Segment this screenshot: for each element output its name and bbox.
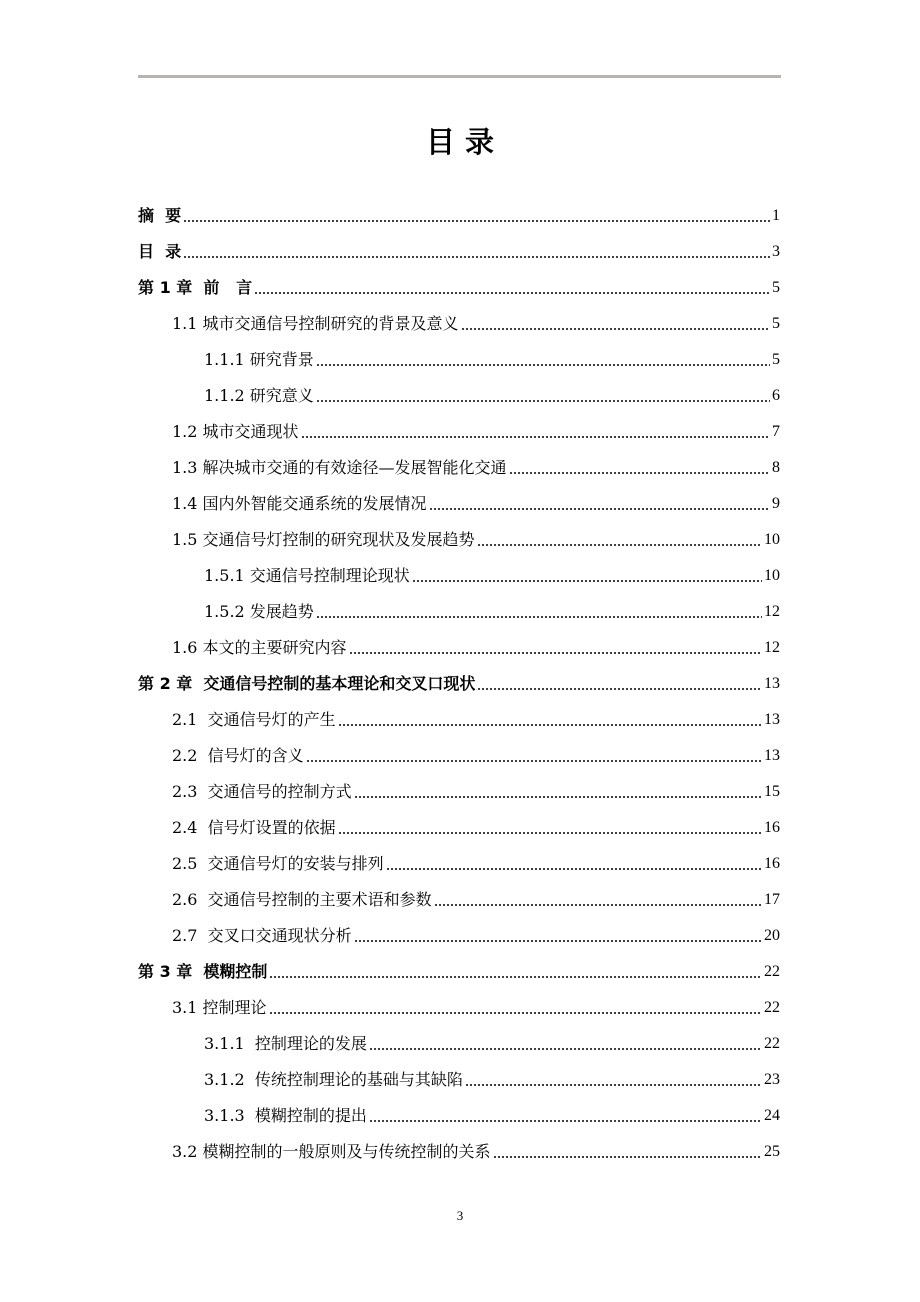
toc-entry-label: 3.1.3 模糊控制的提出 [204,1106,367,1125]
toc-leader [316,616,762,618]
toc-entry[interactable] [172,634,780,658]
toc-entry[interactable] [172,490,780,514]
toc-entry[interactable] [138,958,780,982]
toc-entry-page: 6 [772,387,780,404]
toc-entry-page: 10 [764,531,780,548]
toc-entry-label: 1.1.2 研究意义 [204,386,314,405]
toc-entry-page: 12 [764,639,780,656]
toc-entry-label: 3.1.2 传统控制理论的基础与其缺陷 [204,1070,463,1089]
toc-entry[interactable] [138,202,780,226]
toc-leader [509,472,770,474]
toc-leader [338,724,762,726]
toc-leader [183,220,770,222]
toc-entry-page: 1 [772,207,780,224]
toc-entry-page: 13 [764,711,780,728]
toc-entry-label: 第 2 章 交通信号控制的基本理论和交叉口现状 [138,674,476,693]
toc-entry-page: 7 [772,423,780,440]
toc-entry-page: 20 [764,927,780,944]
toc-entry-label: 目 录 [138,242,182,261]
toc-entry-page: 12 [764,603,780,620]
toc-entry-label: 2.6 交通信号控制的主要术语和参数 [172,890,432,909]
toc-entry-label: 摘 要 [138,206,182,225]
toc-entry[interactable] [138,670,780,694]
toc-entry-page: 23 [764,1071,780,1088]
toc-entry[interactable] [172,886,780,910]
toc-entry-label: 2.7 交叉口交通现状分析 [172,926,352,945]
toc-leader [301,436,770,438]
toc-entry-label: 第 1 章 前 言 [138,278,253,297]
toc-leader [369,1120,762,1122]
toc-entry-page: 16 [764,855,780,872]
toc-entry-label: 1.3 解决城市交通的有效途径—发展智能化交通 [172,458,507,477]
toc-entry-label: 第 3 章 模糊控制 [138,962,268,981]
toc-entry[interactable] [172,814,780,838]
toc-leader [254,292,770,294]
toc-entry[interactable] [172,742,780,766]
toc-entry-label: 3.1 控制理论 [172,998,267,1017]
toc-leader [354,796,762,798]
toc-entry-page: 13 [764,747,780,764]
toc-entry-label: 1.5.1 交通信号控制理论现状 [204,566,410,585]
toc-entry-label: 1.4 国内外智能交通系统的发展情况 [172,494,427,513]
toc-leader [269,976,762,978]
toc-entry[interactable] [138,274,780,298]
toc-leader [183,256,770,258]
toc-entry-label: 1.5.2 发展趋势 [204,602,314,621]
toc-entry-label: 1.2 城市交通现状 [172,422,299,441]
toc-leader [306,760,762,762]
toc-leader [412,580,762,582]
toc-entry[interactable] [204,598,780,622]
toc-leader [434,904,762,906]
toc-entry-page: 3 [772,243,780,260]
toc-entry-label: 2.4 信号灯设置的依据 [172,818,336,837]
toc-entry[interactable] [172,778,780,802]
toc-entry-page: 24 [764,1107,780,1124]
toc-leader [493,1156,762,1158]
toc-entry-label: 1.6 本文的主要研究内容 [172,638,347,657]
toc-entry-page: 5 [772,279,780,296]
toc-entry[interactable] [172,1138,780,1162]
toc-entry-page: 22 [764,999,780,1016]
page-title: 目 录 [425,125,495,159]
toc-entry[interactable] [172,526,780,550]
toc-leader [477,688,762,690]
toc-entry[interactable] [204,346,780,370]
toc-entry[interactable] [172,454,780,478]
toc-entry-page: 17 [764,891,780,908]
toc-leader [477,544,762,546]
toc-entry[interactable] [172,706,780,730]
toc-leader [369,1048,762,1050]
toc-entry-label: 1.1 城市交通信号控制研究的背景及意义 [172,314,459,333]
toc-entry[interactable] [172,994,780,1018]
toc-entry[interactable] [204,382,780,406]
toc-entry-label: 1.5 交通信号灯控制的研究现状及发展趋势 [172,530,475,549]
toc-entry-label: 3.2 模糊控制的一般原则及与传统控制的关系 [172,1142,491,1161]
toc-entry-label: 3.1.1 控制理论的发展 [204,1034,367,1053]
toc-leader [354,940,762,942]
toc-entry-page: 15 [764,783,780,800]
toc-entry-label: 2.5 交通信号灯的安装与排列 [172,854,384,873]
toc-entry-page: 25 [764,1143,780,1160]
toc-entry[interactable] [204,1030,780,1054]
toc-entry-page: 22 [764,1035,780,1052]
page-number: 3 [456,1208,464,1223]
toc-leader [461,328,770,330]
toc-entry[interactable] [172,310,780,334]
toc-entry-label: 2.1 交通信号灯的产生 [172,710,336,729]
toc-entry-page: 8 [772,459,780,476]
toc-entry-label: 1.1.1 研究背景 [204,350,314,369]
toc-entry[interactable] [204,562,780,586]
toc-entry-page: 10 [764,567,780,584]
toc-leader [465,1084,762,1086]
toc-leader [316,400,770,402]
toc-entry[interactable] [172,418,780,442]
toc-entry[interactable] [204,1102,780,1126]
toc-entry-page: 9 [772,495,780,512]
toc-entry-page: 5 [772,351,780,368]
toc-entry[interactable] [138,238,780,262]
toc-leader [269,1012,762,1014]
toc-leader [338,832,762,834]
toc-entry[interactable] [172,850,780,874]
toc-entry-page: 16 [764,819,780,836]
toc-entry-page: 22 [764,963,780,980]
toc-leader [349,652,762,654]
toc-entry-label: 2.2 信号灯的含义 [172,746,304,765]
toc-entry-label: 2.3 交通信号的控制方式 [172,782,352,801]
toc-leader [316,364,770,366]
toc-leader [386,868,762,870]
toc-entry[interactable] [172,922,780,946]
toc-entry[interactable] [204,1066,780,1090]
toc-leader [429,508,770,510]
toc-entry-page: 5 [772,315,780,332]
toc-entry-page: 13 [764,675,780,692]
